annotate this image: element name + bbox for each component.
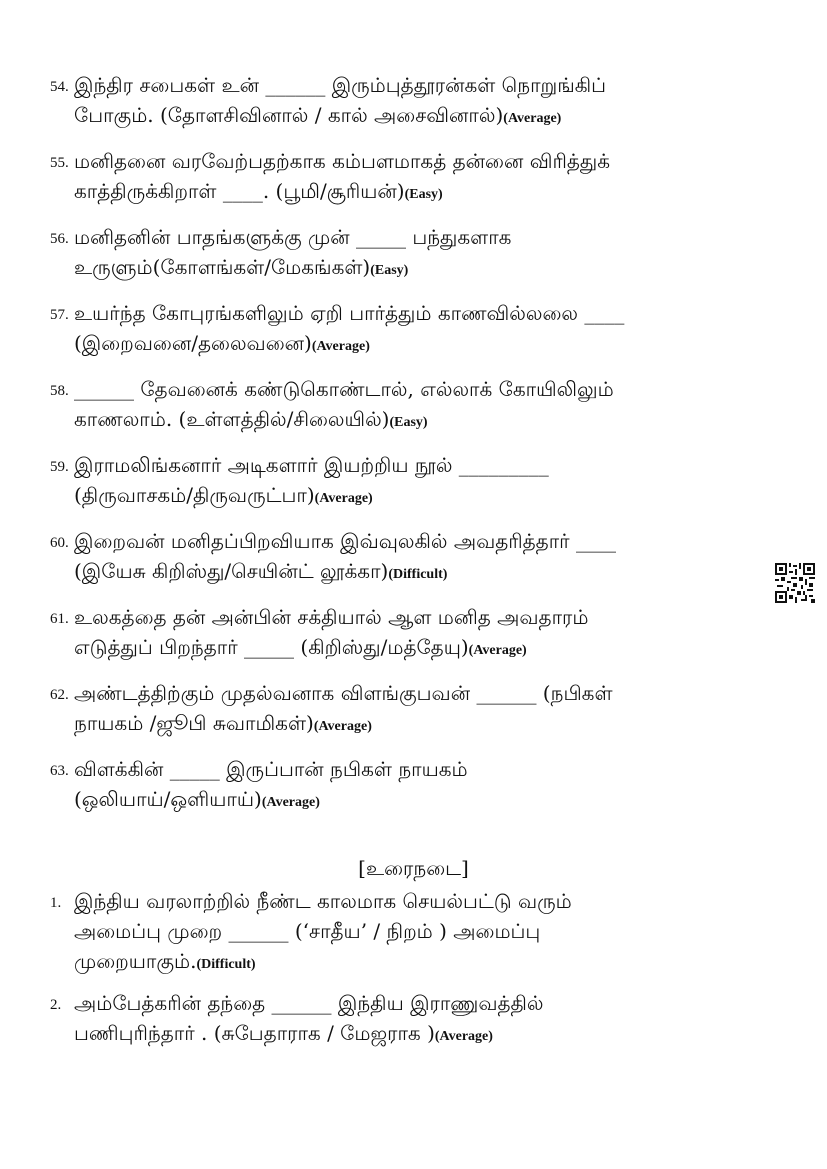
difficulty-label: (Easy) [370, 263, 409, 278]
question-60 [50, 526, 765, 590]
question-text-line1: மனிதனின் பாதங்களுக்கு முன் _____ பந்துகளாக [74, 225, 512, 249]
difficulty-label: (Average) [468, 643, 527, 658]
question-number: 61. [50, 611, 69, 627]
difficulty-label: (Easy) [404, 187, 443, 202]
question-61 [50, 602, 765, 666]
question-62 [50, 678, 765, 742]
question-59 [50, 450, 765, 514]
question-57 [50, 298, 765, 362]
difficulty-label: (Average) [313, 719, 372, 734]
question-text-line1: இந்திய வரலாற்றில் நீண்ட காலமாக செயல்பட்டு வரும் [74, 889, 572, 913]
question-text-line1: ______ தேவனைக் கண்டுகொண்டால், எல்லாக் கோயிலிலும் [74, 377, 614, 401]
section-question-2 [50, 988, 765, 1052]
question-text-line2: (இறைவனை/தலைவனை) [74, 331, 312, 355]
question-number: 60. [50, 535, 69, 551]
question-text-line2: காணலாம். (உள்ளத்தில்/சிலையில்) [74, 407, 390, 431]
section-question-1 [50, 886, 765, 980]
difficulty-label: (Average) [434, 1029, 493, 1044]
question-number: 54. [50, 79, 69, 95]
question-number: 63. [50, 763, 69, 779]
difficulty-label: (Difficult) [388, 567, 448, 582]
question-number: 55. [50, 155, 69, 171]
question-text-line1: இராமலிங்கனார் அடிகளார் இயற்றிய நூல் _________ [74, 453, 549, 477]
question-55 [50, 146, 765, 210]
question-number: 56. [50, 231, 69, 247]
question-text-line1: இந்திர சபைகள் உன் ______ இரும்புத்தூரன்கள் நொறுங்கிப் [74, 73, 607, 97]
question-text-line2: பணிபுரிந்தார் . (சுபேதாராக / மேஜராக ) [74, 1021, 435, 1045]
question-56 [50, 222, 765, 286]
difficulty-label: (Difficult) [196, 957, 256, 972]
question-text-line1: இறைவன் மனிதப்பிறவியாக இவ்வுலகில் அவதரித்தார் ____ [74, 529, 616, 553]
question-54 [50, 70, 765, 134]
question-text-line2: போகும். (தோளசிவினால் / கால் அசைவினால்) [74, 103, 504, 127]
question-text-line2: (இயேசு கிறிஸ்து/செயின்ட் லூக்கா) [74, 559, 389, 583]
question-text-line2: காத்திருக்கிறாள் ____. (பூமி/சூரியன்) [74, 179, 405, 203]
question-text-line2: எடுத்துப் பிறந்தார் _____ (கிறிஸ்து/மத்தேயு) [74, 635, 469, 659]
difficulty-label: (Average) [503, 111, 562, 126]
question-text-line1: அண்டத்திற்கும் முதல்வனாக விளங்குபவன் ______ (நபிகள் [74, 681, 613, 705]
question-text-line1: விளக்கின் _____ இருப்பான் நபிகள் நாயகம் [74, 757, 468, 781]
question-text-line1: உயர்ந்த கோபுரங்களிலும் ஏறி பார்த்தும் காணவில்லலை ____ [74, 301, 625, 325]
difficulty-label: (Average) [261, 795, 320, 810]
question-58 [50, 374, 765, 438]
question-text-line2: (திருவாசகம்/திருவருட்பா) [74, 483, 315, 507]
qr-code-icon [775, 563, 815, 603]
difficulty-label: (Average) [311, 339, 370, 354]
question-text-line2: (ஒலியாய்/ஒளியாய்) [74, 787, 262, 811]
question-text-line1: மனிதனை வரவேற்பதற்காக கம்பளமாகத் தன்னை விரித்துக் [74, 149, 611, 173]
question-63 [50, 754, 765, 818]
question-number: 2. [50, 997, 62, 1013]
difficulty-label: (Average) [314, 491, 373, 506]
question-number: 62. [50, 687, 69, 703]
question-text-line2: உருளும்(கோளங்கள்/மேகங்கள்) [74, 255, 371, 279]
question-number: 1. [50, 895, 62, 911]
section-heading: [உரைநடை] [358, 856, 469, 880]
question-text-line1: அம்பேத்கரின் தந்தை ______ இந்திய இராணுவத்தில் [74, 991, 544, 1015]
question-text-line2: அமைப்பு முறை ______ (‘சாதீய’ / நிறம் ) அமைப்பு [74, 919, 541, 943]
question-text-line3: முறையாகும். [74, 949, 197, 973]
question-number: 58. [50, 383, 69, 399]
difficulty-label: (Easy) [389, 415, 428, 430]
question-text-line2: நாயகம் /ஜூபி சுவாமிகள்) [74, 711, 314, 735]
question-text-line1: உலகத்தை தன் அன்பின் சக்தியால் ஆள மனித அவதாரம் [74, 605, 589, 629]
question-number: 59. [50, 459, 69, 475]
question-number: 57. [50, 307, 69, 323]
